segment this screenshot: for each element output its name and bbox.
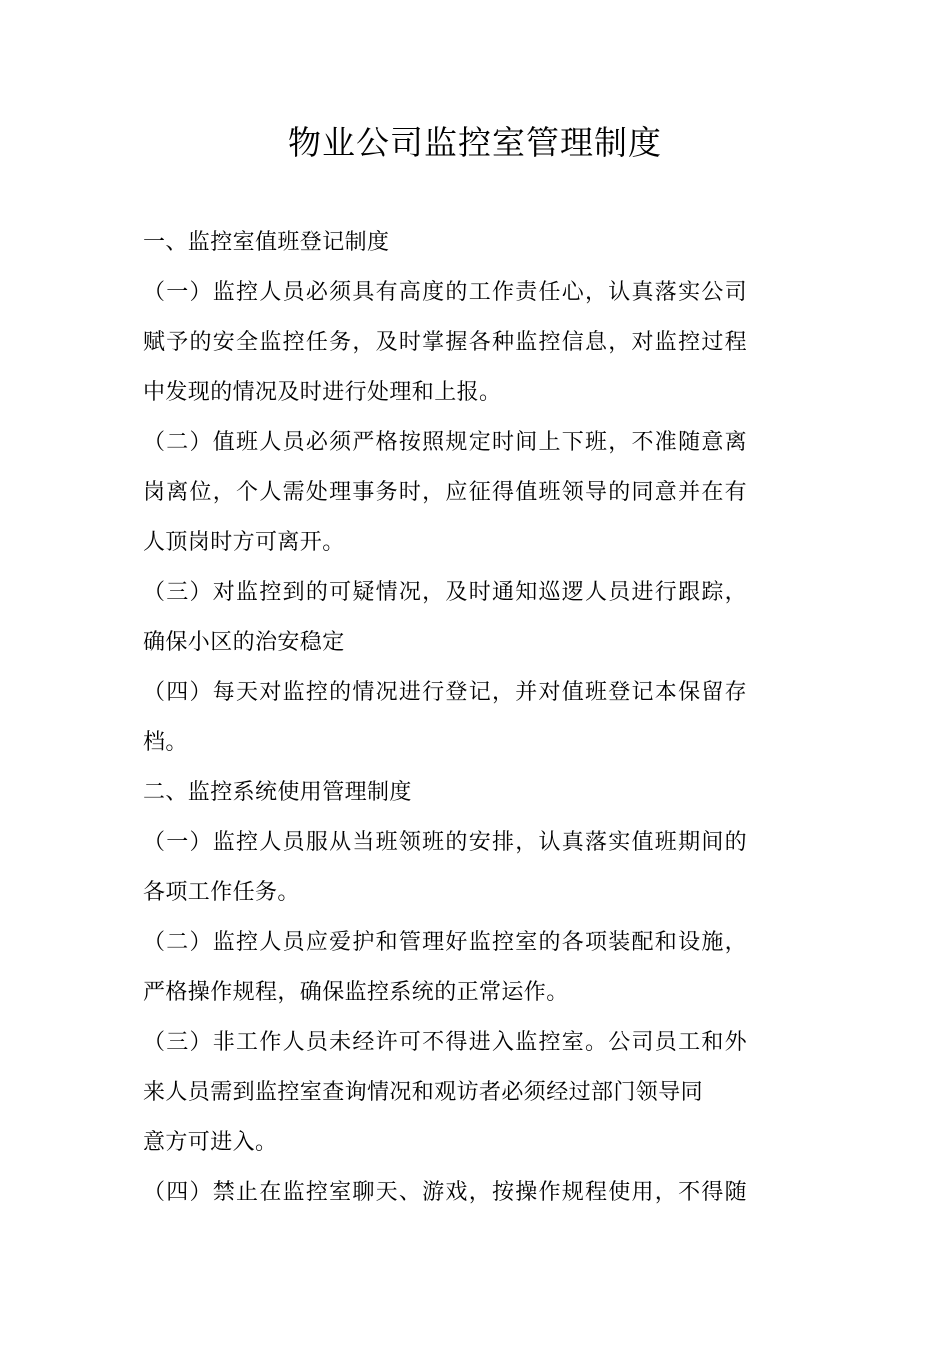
paragraph-line: 各项工作任务。 — [143, 880, 300, 905]
paragraph-line: （三）非工作人员未经许可不得进入监控室。公司员工和外 — [143, 1030, 747, 1055]
paragraph-line: 意方可进入。 — [143, 1130, 278, 1155]
paragraph-line: 确保小区的治安稳定 — [143, 630, 345, 655]
paragraph-line: （一）监控人员服从当班领班的安排，认真落实值班期间的 — [143, 830, 747, 855]
section-heading: 一、监控室值班登记制度 — [143, 230, 390, 255]
paragraph-line: 中发现的情况及时进行处理和上报。 — [143, 380, 502, 405]
paragraph-line: （一）监控人员必须具有高度的工作责任心，认真落实公司 — [143, 280, 747, 305]
paragraph-line: （四）每天对监控的情况进行登记，并对值班登记本保留存 — [143, 680, 747, 705]
paragraph-line: 赋予的安全监控任务，及时掌握各种监控信息，对监控过程 — [143, 330, 747, 355]
paragraph-line: 严格操作规程，确保监控系统的正常运作。 — [143, 980, 569, 1005]
paragraph-line: （二）监控人员应爱护和管理好监控室的各项装配和设施， — [143, 930, 747, 955]
page-title: 物业公司监控室管理制度 — [288, 123, 662, 162]
paragraph-line: （二）值班人员必须严格按照规定时间上下班，不准随意离 — [143, 430, 747, 455]
document-body — [143, 218, 747, 1218]
paragraph-line: （四）禁止在监控室聊天、游戏，按操作规程使用，不得随 — [143, 1180, 747, 1205]
paragraph-line: 档。 — [143, 730, 188, 755]
section-heading: 二、监控系统使用管理制度 — [143, 780, 412, 805]
paragraph-line: 来人员需到监控室查询情况和观访者必须经过部门领导同 — [143, 1080, 704, 1105]
paragraph-line: （三）对监控到的可疑情况，及时通知巡逻人员进行跟踪， — [143, 580, 747, 605]
paragraph-line: 人顶岗时方可离开。 — [143, 530, 345, 555]
paragraph-line: 岗离位，个人需处理事务时，应征得值班领导的同意并在有 — [143, 480, 747, 505]
